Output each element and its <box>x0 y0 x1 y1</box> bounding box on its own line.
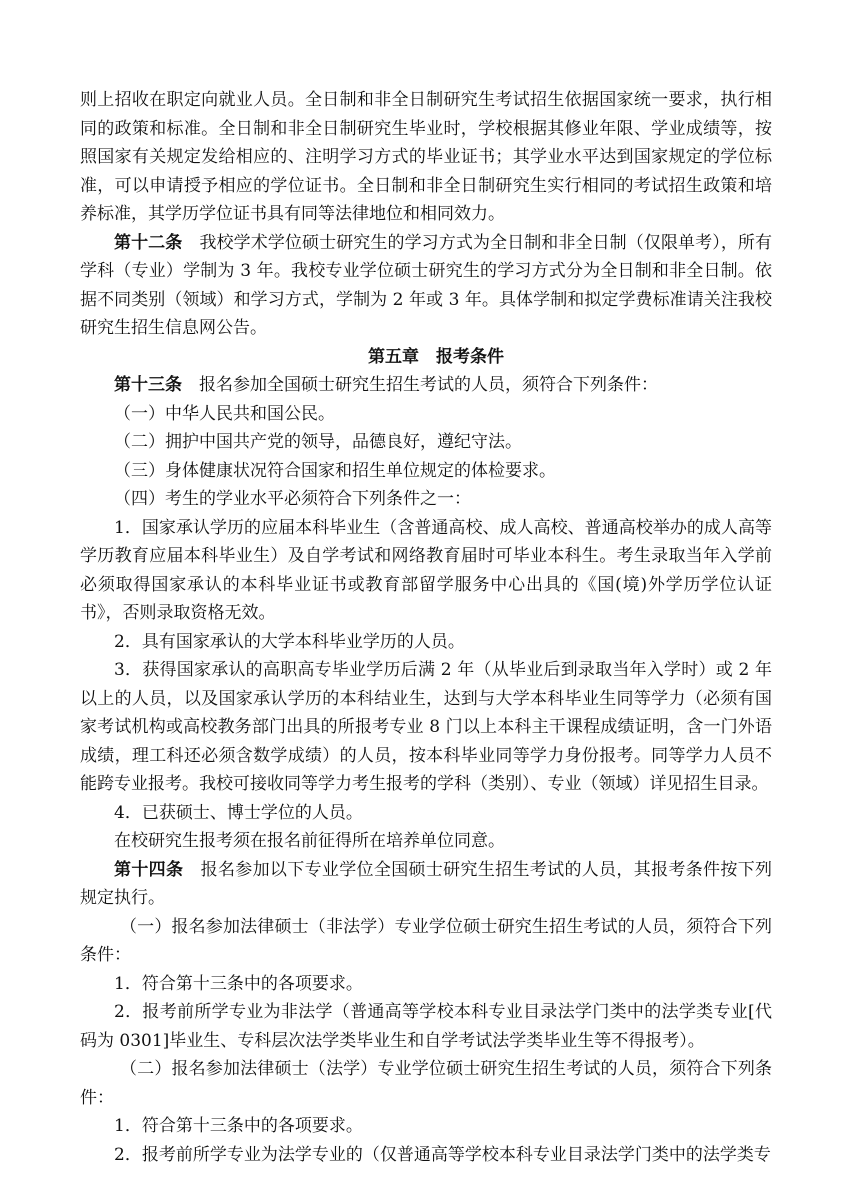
article-14: 第十四条 报名参加以下专业学位全国硕士研究生招生考试的人员，其报考条件按下列规定执行。 <box>80 859 773 908</box>
list-item: 1．符合第十三条中的各项要求。 <box>114 1116 363 1136</box>
article-heading: 第十二条 <box>114 232 183 253</box>
article-heading: 第十四条 <box>114 859 184 880</box>
paragraph: 在校研究生报考须在报名前征得所在培养单位同意。 <box>114 831 505 851</box>
article-13: 第十三条 报名参加全国硕士研究生招生考试的人员，须符合下列条件： <box>114 375 658 395</box>
list-item: （三）身体健康状况符合国家和招生单位规定的体检要求。 <box>114 460 556 481</box>
list-item: （四）考生的学业水平必须符合下列条件之一： <box>114 489 471 509</box>
list-item: 2．报考前所学专业为法学专业的（仅普通高等学校本科专业目录法学门类中的法学类专 <box>114 1144 771 1165</box>
paragraph: 则上招收在职定向就业人员。全日制和非全日制研究生考试招生依据国家统一要求，执行相同的政策和标准。全日制和非全日制研究生毕业时，学校根据其修业年限、学业成绩等，按照国家有关规定发给相应的、注明学习方式的毕业证书；其学业水平达到国家规定的学位标准，可以申请授予相应的学位证书。全日制和非全日制研究生实行相同的考试招生政策和培养标准，其学历学位证书具有同等法律地位和相同效力。 <box>80 90 772 224</box>
list-item: 1．国家承认学历的应届本科毕业生（含普通高校、成人高校、普通高校举办的成人高等学历教育应届本科毕业生）及自学考试和网络教育届时可毕业本科生。考生录取当年入学前必须取得国家承认的本科毕业证书或教育部留学服务中心出具的《国(境)外学历学位认证书》，否则录取资格无效。 <box>80 517 772 623</box>
list-item: （一）中华人民共和国公民。 <box>114 403 335 424</box>
list-item: 2．具有国家承认的大学本科毕业学历的人员。 <box>114 631 465 652</box>
list-item: 1．符合第十三条中的各项要求。 <box>114 973 363 994</box>
list-item: 3．获得国家承认的高职高专毕业学历后满 2 年（从毕业后到录取当年入学时）或 2 年以上的人员，以及国家承认学历的本科结业生，达到与大学本科毕业生同等学力（必须有国家考试机构或高校教务部门出具的所报考专业 8 门以上本科主干课程成绩证明，含一门外语成绩，理工科还必须含数学成绩）的人员，按本科毕业同等学力身份报考。同等学力人员不能跨专业报考。我校可接收同等学力考生报考的学科（类别）、专业（领域）详见招生目录。 <box>80 660 772 794</box>
document-page <box>80 86 772 1169</box>
list-item: （一）报名参加法律硕士（非法学）专业学位硕士研究生招生考试的人员，须符合下列条件： <box>80 916 772 965</box>
list-item: 4．已获硕士、博士学位的人员。 <box>114 802 363 823</box>
article-12: 第十二条 我校学术学位硕士研究生的学习方式为全日制和非全日制（仅限单考），所有学科（专业）学制为 3 年。我校专业学位硕士研究生的学习方式分为全日制和非全日制。依据不同类别（领域）和学习方式，学制为 2 年或 3 年。具体学制和拟定学费标准请关注我校研究生招生信息网公告。 <box>80 232 773 338</box>
list-item: 2．报考前所学专业为非法学（普通高等学校本科专业目录法学门类中的法学类专业[代码为 0301]毕业生、专科层次法学类毕业生和自学考试法学类毕业生等不得报考）。 <box>80 1002 772 1051</box>
list-item: （二）报名参加法律硕士（法学）专业学位硕士研究生招生考试的人员，须符合下列条件： <box>80 1059 772 1108</box>
article-heading: 第十三条 <box>114 375 182 395</box>
list-item: （二）拥护中国共产党的领导，品德良好，遵纪守法。 <box>114 432 522 452</box>
chapter-title: 第五章 报考条件 <box>368 346 504 367</box>
